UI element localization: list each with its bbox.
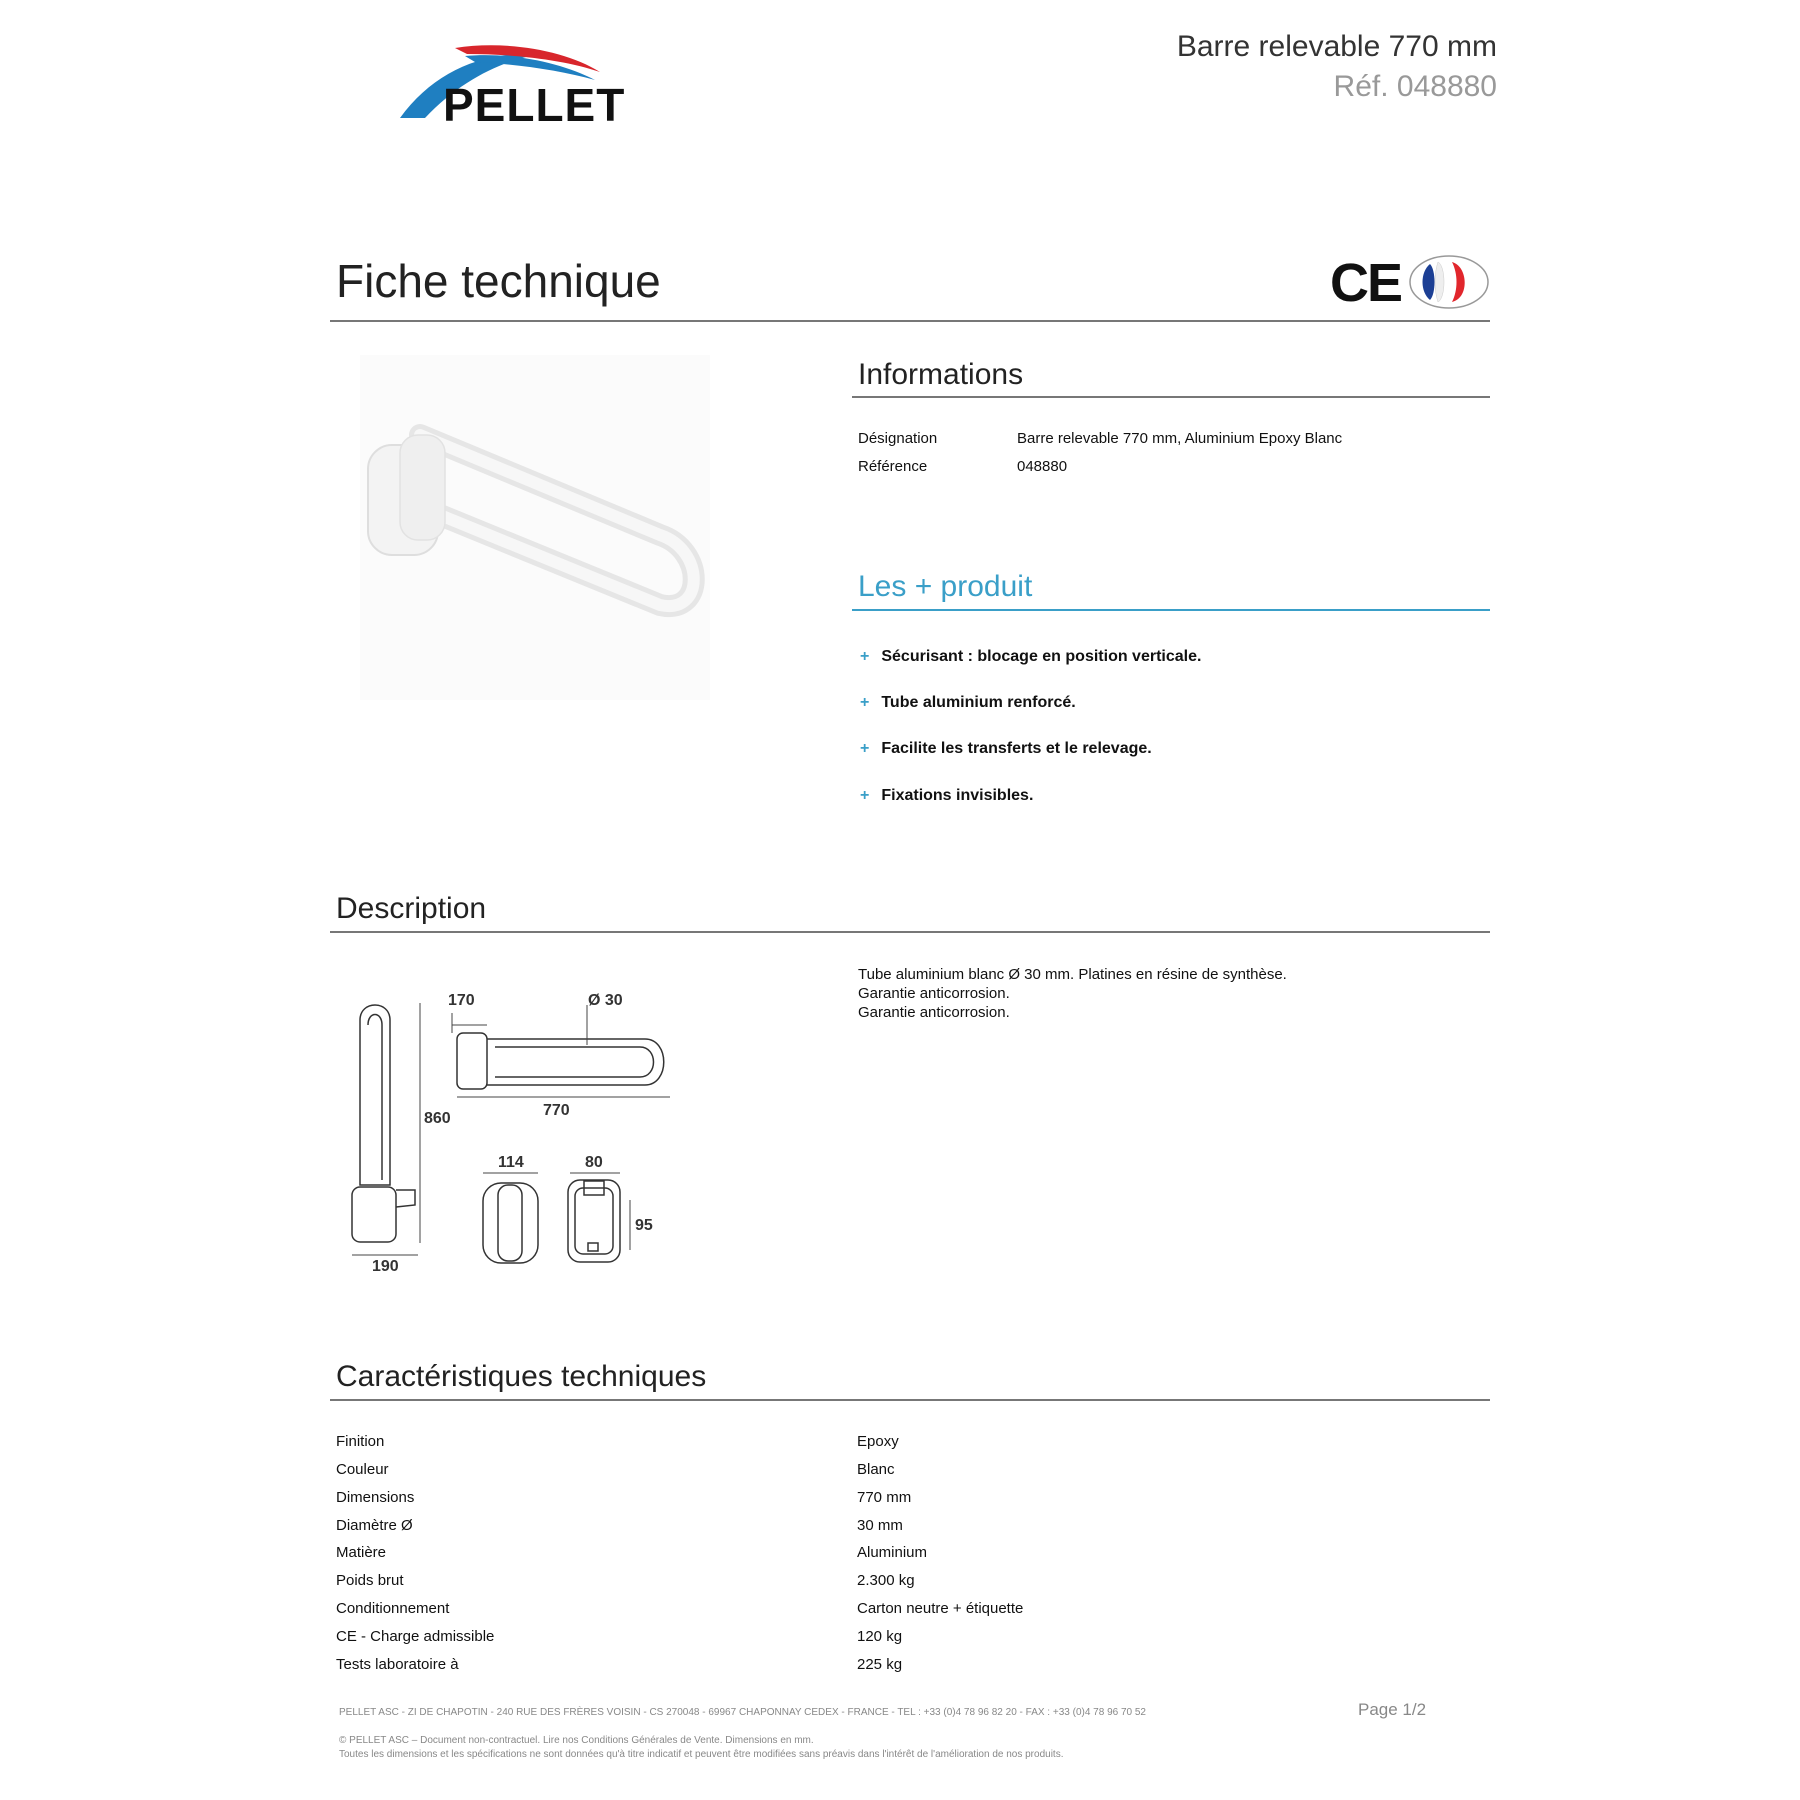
brand-name: PELLET: [443, 79, 626, 131]
disclaimer-line: © PELLET ASC – Document non-contractuel. Lire nos Conditions Générales de Vente. Dimensions en mm.: [339, 1735, 814, 1746]
spec-label: Conditionnement: [336, 1600, 450, 1617]
informations-heading: Informations: [858, 358, 1024, 391]
spec-value: 30 mm: [857, 1517, 903, 1534]
spec-label: Poids brut: [336, 1572, 404, 1589]
reference-label: Référence: [858, 458, 928, 475]
spec-label: CE - Charge admissible: [336, 1628, 495, 1645]
description-line: Tube aluminium blanc Ø 30 mm. Platines en résine de synthèse.: [858, 966, 1287, 983]
product-title: Barre relevable 770 mm: [1176, 30, 1497, 63]
dim-190-label: 190: [372, 1258, 399, 1275]
spec-value: 770 mm: [857, 1489, 912, 1506]
page-number: Page 1/2: [1358, 1700, 1427, 1719]
description-heading: Description: [336, 892, 487, 925]
dim-770-label: 770: [543, 1102, 570, 1119]
dim-diameter-label: Ø 30: [588, 992, 623, 1009]
ce-mark-icon: CE: [1330, 253, 1402, 313]
spec-label: Couleur: [336, 1461, 389, 1478]
footer-disclaimer: [339, 1734, 1063, 1762]
specs-heading: Caractéristiques techniques: [336, 1360, 707, 1393]
spec-label: Dimensions: [336, 1489, 415, 1506]
title-divider: [330, 320, 1490, 322]
benefit-text: Sécurisant : blocage en position verticale.: [881, 648, 1202, 665]
spec-value: 225 kg: [857, 1656, 903, 1673]
plus-icon: +: [860, 740, 870, 757]
dim-114-label: 114: [498, 1154, 524, 1171]
product-reference: Réf. 048880: [1333, 70, 1497, 103]
spec-label: Tests laboratoire à: [336, 1656, 459, 1673]
reference-value: 048880: [1017, 458, 1068, 475]
technical-drawing: [340, 985, 680, 1275]
spec-value: 120 kg: [857, 1628, 903, 1645]
benefit-item: [860, 787, 1033, 805]
footer-address: PELLET ASC - ZI DE CHAPOTIN - 240 RUE DES FRÈRES VOISIN - CS 270048 - 69967 CHAPONNAY CEDEX - FRANCE - TEL : +33 (0)4 78 96 82 20 - FAX : +33 (0)4 78 96 70 52: [339, 1707, 1146, 1718]
spec-value: Blanc: [857, 1461, 895, 1478]
description-text: [858, 965, 1287, 1022]
plus-icon: +: [860, 787, 870, 804]
fabrication-francaise-icon: [1408, 254, 1490, 310]
description-line: Garantie anticorrosion.: [858, 1004, 1010, 1021]
dim-95-label: 95: [635, 1217, 653, 1234]
dim-170-label: 170: [448, 992, 475, 1009]
plus-icon: +: [860, 648, 870, 665]
specs-divider: [330, 1399, 1490, 1401]
spec-label: Finition: [336, 1433, 385, 1450]
plus-icon: +: [860, 694, 870, 711]
description-line: Garantie anticorrosion.: [858, 985, 1010, 1002]
benefits-divider: [852, 609, 1490, 611]
spec-label: Matière: [336, 1544, 387, 1561]
spec-value: Epoxy: [857, 1433, 899, 1450]
informations-divider: [852, 396, 1490, 398]
page-title: Fiche technique: [336, 255, 661, 307]
product-photo: [360, 355, 710, 700]
spec-value: Carton neutre + étiquette: [857, 1600, 1024, 1617]
disclaimer-line: Toutes les dimensions et les spécifications ne sont données qu'à titre indicatif et peuvent être modifiées sans préavis dans l'intérêt de l'amélioration de nos produits.: [339, 1749, 1064, 1760]
benefit-text: Fixations invisibles.: [881, 787, 1034, 804]
benefit-item: [860, 740, 1152, 758]
benefits-heading: Les + produit: [858, 570, 1033, 603]
designation-value: Barre relevable 770 mm, Aluminium Epoxy Blanc: [1017, 430, 1343, 447]
spec-value: 2.300 kg: [857, 1572, 915, 1589]
dim-80-label: 80: [585, 1154, 603, 1171]
spec-label: Diamètre Ø: [336, 1517, 413, 1534]
benefit-text: Tube aluminium renforcé.: [881, 694, 1076, 711]
benefit-item: [860, 694, 1076, 712]
dim-860-label: 860: [424, 1110, 451, 1127]
benefit-item: [860, 648, 1201, 666]
description-divider: [330, 931, 1490, 933]
benefit-text: Facilite les transferts et le relevage.: [881, 740, 1152, 757]
designation-label: Désignation: [858, 430, 938, 447]
spec-value: Aluminium: [857, 1544, 928, 1561]
